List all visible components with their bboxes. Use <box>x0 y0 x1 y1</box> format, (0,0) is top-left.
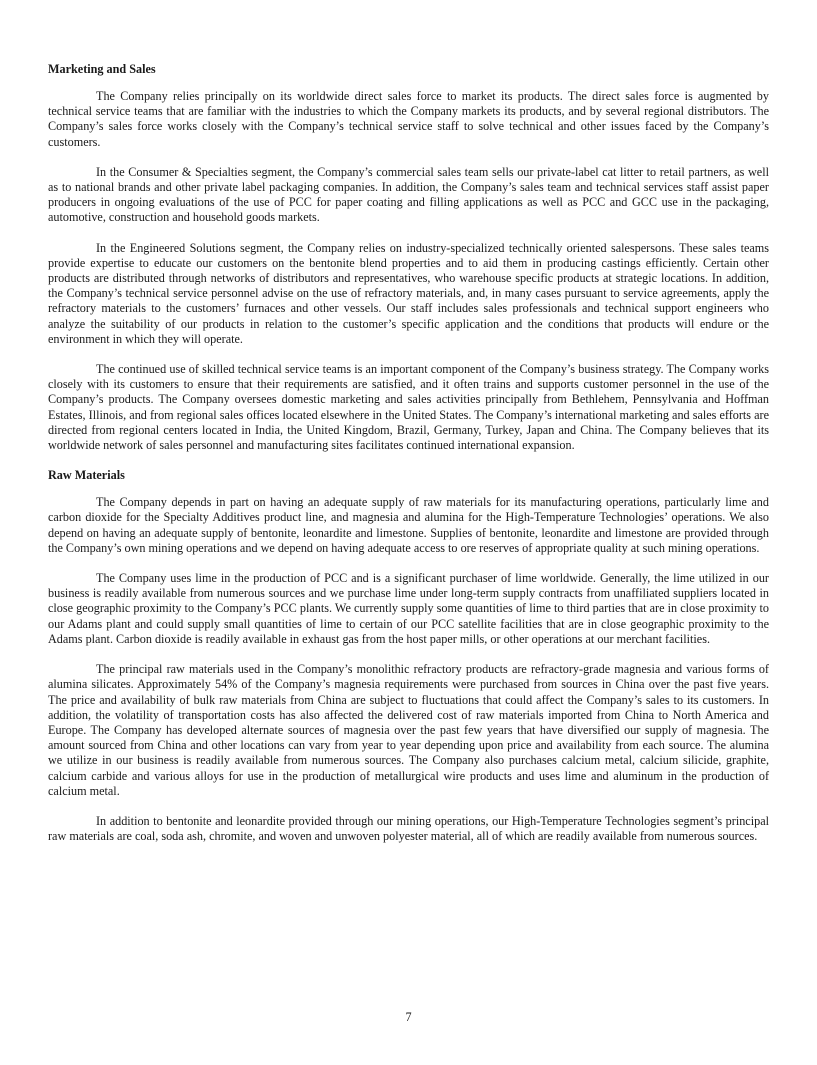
page-number: 7 <box>405 1010 412 1024</box>
paragraph: In the Consumer & Specialties segment, the Company’s commercial sales team sells our private-label cat litter to retail partners, as well as to national brands and other private label packaging companies. In addition, the Company’s sales team and technical services staff assist paper producers in ongoing evaluations of the use of PCC for paper coating and filling applications as well as PCC and GCC use in the packaging, automotive, construction and household goods markets. <box>48 164 769 225</box>
paragraph: The Company uses lime in the production of PCC and is a significant purchaser of lime worldwide. Generally, the lime utilized in our business is readily available from numerous sources and we purchase lime under long-term supply contracts from unaffiliated suppliers located in close geographic proximity to the Company’s PCC plants. We currently supply some quantities of lime to third parties that are in close proximity to our Adams plant and could supply small quantities of lime to certain of our PCC satellite facilities that are in close geographic proximity to the Adams plant. Carbon dioxide is readily available in exhaust gas from the host paper mills, or other operations at our merchant facilities. <box>48 571 769 646</box>
section-heading: Raw Materials <box>48 468 125 483</box>
paragraph: The Company depends in part on having an adequate supply of raw materials for its manufacturing operations, particularly lime and carbon dioxide for the Specialty Additives product line, and magnesia and alumina for the High-Temperature Technologies’ operations. We also depend on having an adequate supply of bentonite, leonardite and limestone. Supplies of bentonite, leonardite and limestone are provided through the Company’s own mining operations and we depend on having adequate access to ore reserves of appropriate quality at such mining operations. <box>48 495 769 555</box>
document-page <box>48 62 769 859</box>
section-heading: Marketing and Sales <box>48 62 156 76</box>
paragraph: The principal raw materials used in the Company’s monolithic refractory products are refractory-grade magnesia and various forms of alumina silicates. Approximately 54% of the Company’s magnesia requirements were purchased from sources in China over the past five years. The price and availability of bulk raw materials from China are subject to fluctuations that could affect the Company’s sales to its customers. In addition, the volatility of transportation costs has also affected the delivered cost of raw materials imported from China to North America and Europe. The Company has developed alternate sources of magnesia over the past few years that have diversified our supply of magnesia. The amount sourced from China and other locations can vary from year to year depending upon price and availability from each source. The alumina we utilize in our business is readily available from numerous sources. The Company also purchases calcium metal, calcium silicide, graphite, calcium carbide and various alloys for use in the production of metallurgical wire products and uses lime and aluminum in the production of calcium metal. <box>48 662 769 798</box>
paragraph: The Company relies principally on its worldwide direct sales force to market its products. The direct sales force is augmented by technical service teams that are familiar with the industries to which the Company markets its products, and by several regional distributors. The Company’s sales force works closely with the Company’s technical service staff to solve technical and other issues faced by the Company’s customers. <box>48 89 769 149</box>
paragraph: The continued use of skilled technical service teams is an important component of the Company’s business strategy. The Company works closely with its customers to ensure that their requirements are satisfied, and it often trains and supports customer personnel in the use of the Company’s products. The Company oversees domestic marketing and sales activities principally from Bethlehem, Pennsylvania and Hoffman Estates, Illinois, and from regional sales offices located elsewhere in the United States. The Company’s international marketing and sales efforts are directed from regional centers located in India, the United Kingdom, Brazil, Germany, Turkey, Japan and China. The Company believes that its worldwide network of sales personnel and manufacturing sites facilitates continued international expansion. <box>48 362 769 453</box>
paragraph: In the Engineered Solutions segment, the Company relies on industry-specialized technically oriented salespersons. These sales teams provide expertise to educate our customers on the bentonite blend properties and to aid them in producing castings efficiently. Certain other products are distributed through networks of distributors and representatives, who warehouse specific products at strategic locations. In addition, the Company’s technical service personnel advise on the use of refractory materials, and, in many cases pursuant to service agreements, apply the refractory materials to the customers’ furnaces and other vessels. Our staff includes sales professionals and technical support engineers who analyze the suitability of our products in relation to the customer’s specific application and the conditions that products will endure or the environment in which they will operate. <box>48 240 769 346</box>
section-raw-materials <box>48 468 769 844</box>
paragraph: In addition to bentonite and leonardite provided through our mining operations, our High-Temperature Technologies segment’s principal raw materials are coal, soda ash, chromite, and woven and unwoven polyester material, all of which are readily available from numerous sources. <box>48 813 769 844</box>
section-marketing-and-sales <box>48 62 769 453</box>
